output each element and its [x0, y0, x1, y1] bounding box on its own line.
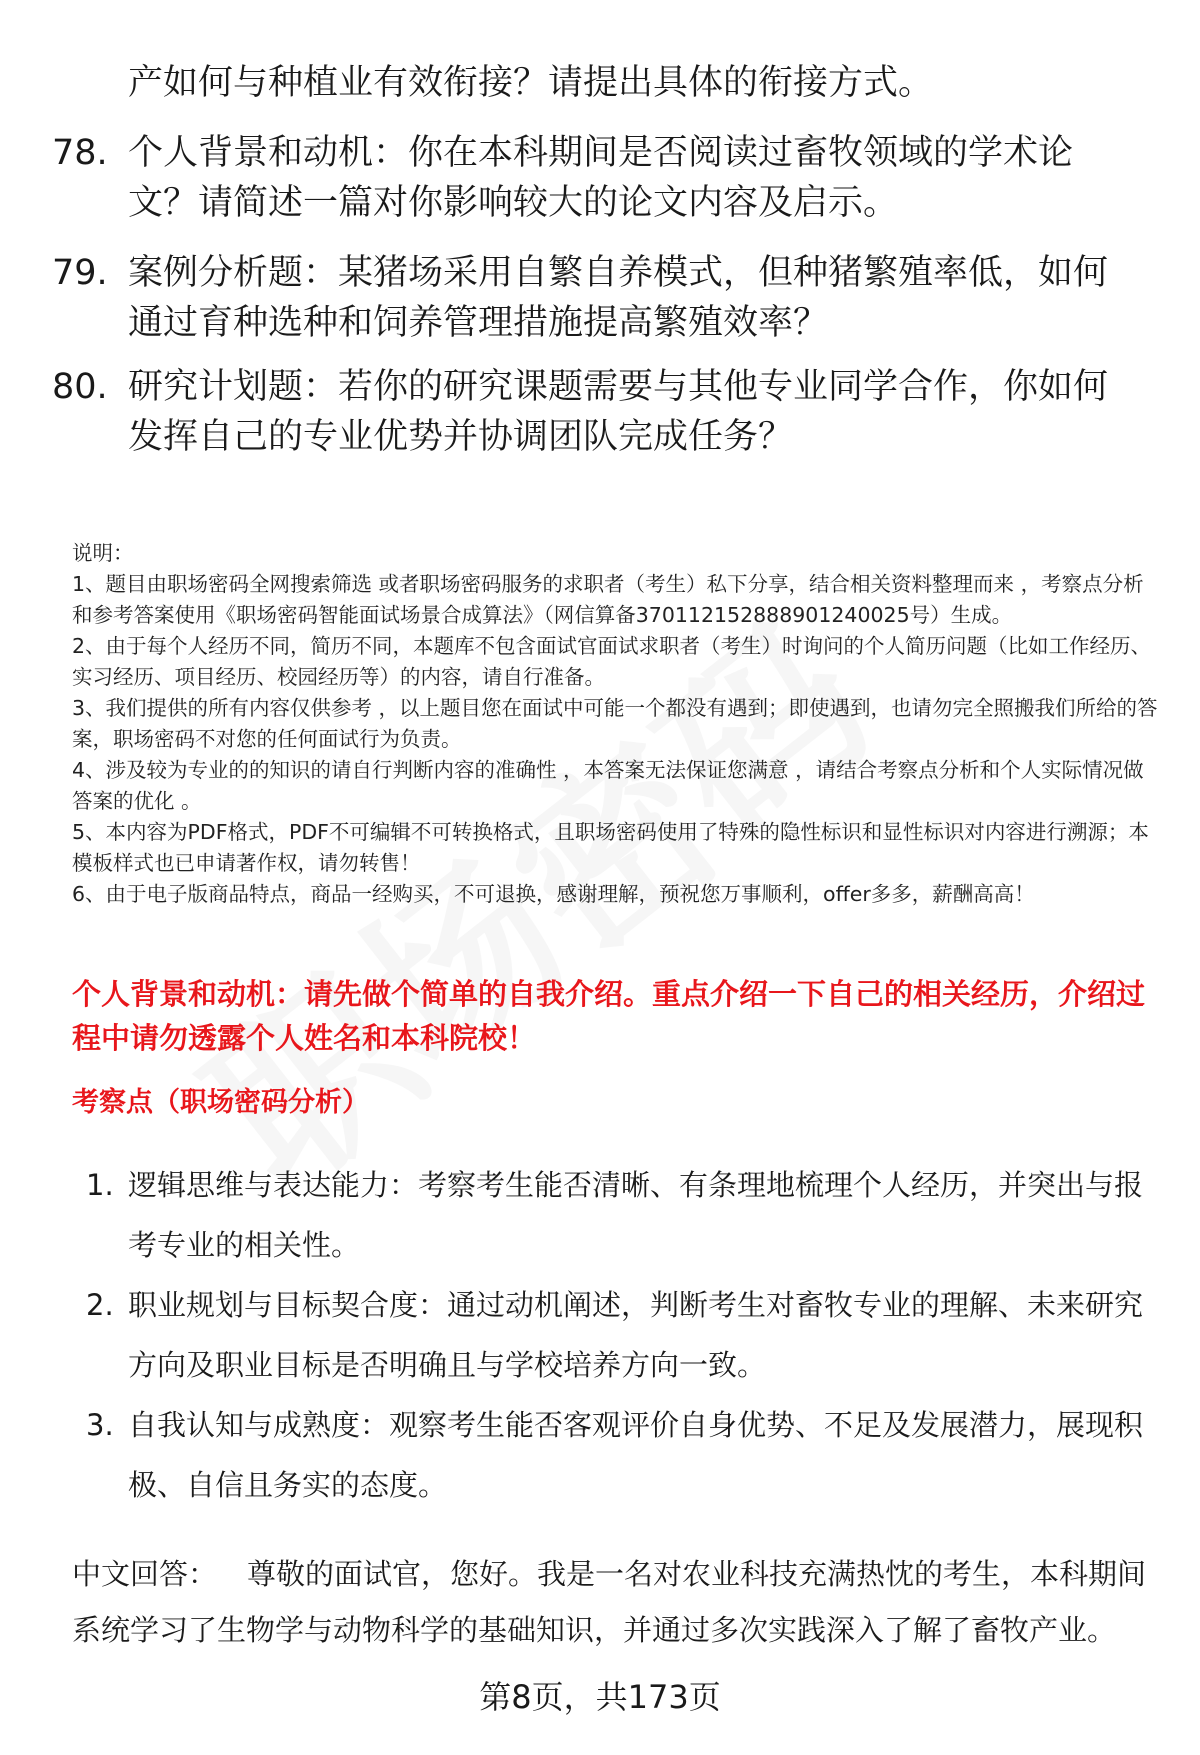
answer-section [72, 1546, 1162, 1658]
point-text: 逻辑思维与表达能力：考察考生能否清晰、有条理地梳理个人经历，并突出与报考专业的相关性。 [128, 1168, 1144, 1262]
point-text: 自我认知与成熟度：观察考生能否客观评价自身优势、不足及发展潜力，展现积极、自信且务实的态度。 [128, 1408, 1144, 1502]
question-79 [52, 248, 1152, 348]
note-item: 5、本内容为PDF格式，PDF不可编辑不可转换格式，且职场密码使用了特殊的隐性标识和显性标识对内容进行溯源；本模板样式也已申请著作权，请勿转售！ [72, 820, 1149, 875]
question-number: 78. [52, 133, 108, 173]
note-item: 2、由于每个人经历不同，简历不同，本题库不包含面试官面试求职者（考生）时询问的个人简历问题（比如工作经历、实习经历、项目经历、校园经历等）的内容，请自行准备。 [72, 634, 1152, 689]
question-78 [52, 128, 1152, 228]
note-item: 3、我们提供的所有内容仅供参考 ，以上题目您在面试中可能一个都没有遇到；即使遇到，也请勿完全照搬我们所给的答案，职场密码不对您的任何面试行为负责。 [72, 696, 1158, 751]
page-footer: 第8页，共173页 [479, 1678, 721, 1716]
point-number: 3. [86, 1408, 114, 1442]
question-number: 80. [52, 367, 108, 407]
note-item: 6、由于电子版商品特点，商品一经购买，不可退换，感谢理解，预祝您万事顺利，offer多多，薪酬高高！ [72, 882, 1035, 906]
assessment-point [72, 1155, 1162, 1275]
note-item: 1、题目由职场密码全网搜索筛选 或者职场密码服务的求职者（考生）私下分享，结合相关资料整理而来 ，考察点分析和参考答案使用《职场密码智能面试场景合成算法》（网信算备370112152888901240025号）生成。 [72, 572, 1144, 627]
answer-label: 中文回答： [72, 1557, 218, 1591]
assessment-points [72, 1155, 1162, 1515]
question-80 [52, 362, 1152, 462]
answer-text: 尊敬的面试官，您好。我是一名对农业科技充满热忱的考生，本科期间系统学习了生物学与动物科学的基础知识，并通过多次实践深入了解了畜牧产业。 [72, 1557, 1147, 1647]
assessment-point [72, 1275, 1162, 1395]
note-item: 4、涉及较为专业的的知识的请自行判断内容的准确性 ，本答案无法保证您满意 ，请结合考察点分析和个人实际情况做答案的优化 。 [72, 758, 1144, 813]
point-number: 2. [86, 1288, 114, 1322]
assessment-point [72, 1395, 1162, 1515]
assessment-heading: 考察点（职场密码分析） [72, 1087, 369, 1118]
question-text: 研究计划题：若你的研究课题需要与其他专业同学合作，你如何发挥自己的专业优势并协调团队完成任务？ [128, 367, 1109, 457]
question-text: 个人背景和动机：你在本科期间是否阅读过畜牧领域的学术论文？请简述一篇对你影响较大的论文内容及启示。 [128, 133, 1074, 223]
notes-title: 说明： [72, 541, 134, 565]
question-text: 案例分析题：某猪场采用自繁自养模式，但种猪繁殖率低，如何通过育种选种和饲养管理措施提高繁殖效率？ [128, 253, 1109, 343]
point-number: 1. [86, 1168, 114, 1202]
question-77-continuation: 产如何与种植业有效衔接？请提出具体的衔接方式。 [128, 63, 934, 103]
point-text: 职业规划与目标契合度：通过动机阐述，判断考生对畜牧专业的理解、未来研究方向及职业目标是否明确且与学校培养方向一致。 [128, 1288, 1144, 1382]
disclaimer-notes [72, 538, 1162, 910]
question-number: 79. [52, 253, 108, 293]
featured-question: 个人背景和动机：请先做个简单的自我介绍。重点介绍一下自己的相关经历，介绍过程中请勿透露个人姓名和本科院校！ [72, 977, 1146, 1055]
